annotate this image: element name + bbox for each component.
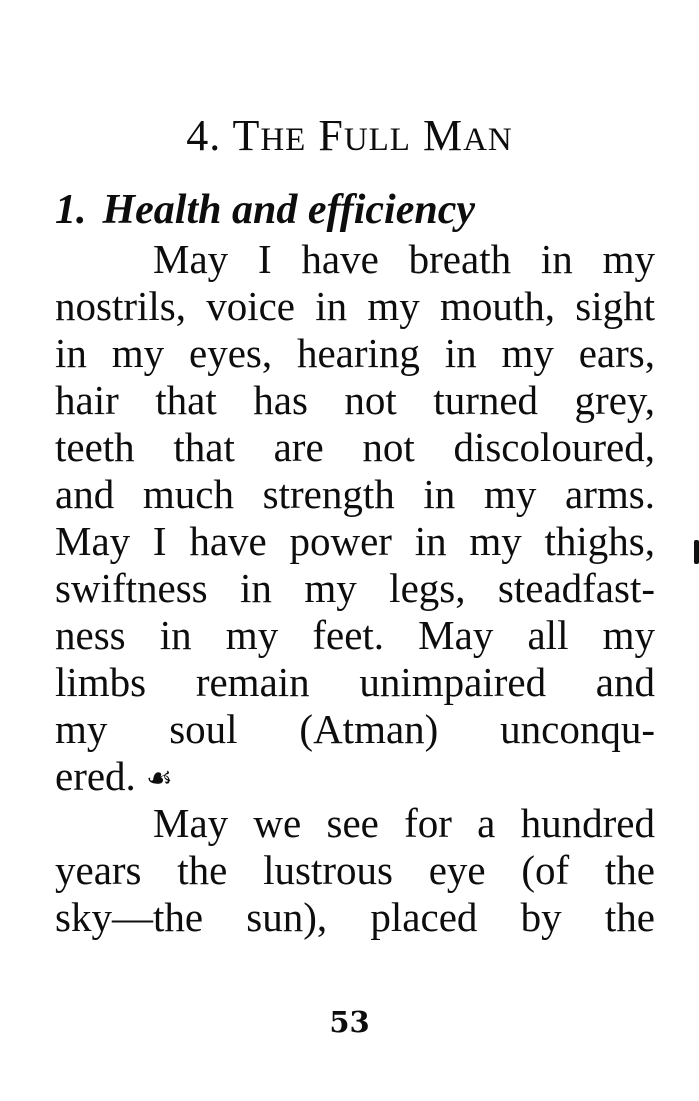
text-line: sky—the sun), placed by the bbox=[55, 894, 655, 940]
text-line: limbs remain unimpaired and bbox=[55, 659, 655, 705]
chapter-title-initial: T bbox=[232, 111, 261, 160]
text-line: May we see for a hundred bbox=[153, 800, 655, 846]
text-line: my soul (Atman) unconqu- bbox=[55, 706, 655, 752]
text-line: May I have power in my thighs, bbox=[55, 518, 655, 564]
page-number: 53 bbox=[329, 1005, 370, 1039]
chapter-title-smallcaps: AN bbox=[463, 122, 513, 158]
text-line: nostrils, voice in my mouth, sight bbox=[55, 283, 655, 329]
text-line: ness in my feet. May all my bbox=[55, 612, 655, 658]
text-line: swiftness in my legs, steadfast- bbox=[55, 565, 655, 611]
chapter-title-smallcaps: HE bbox=[260, 122, 307, 158]
section-number: 1. bbox=[55, 187, 87, 233]
text-line: years the lustrous eye (of the bbox=[55, 847, 655, 893]
chapter-title-initial: M bbox=[422, 111, 464, 160]
paragraph-end-text: ered. bbox=[55, 753, 136, 799]
section-title: Health and efficiency bbox=[102, 187, 475, 233]
chapter-title bbox=[0, 108, 699, 168]
text-line: May I have breath in my bbox=[153, 236, 655, 282]
page-edge-mark bbox=[694, 540, 699, 564]
chapter-number: 4. bbox=[186, 111, 222, 160]
chapter-title-smallcaps: ULL bbox=[343, 122, 411, 158]
text-line: hair that has not turned grey, bbox=[55, 377, 655, 423]
text-line: in my eyes, hearing in my ears, bbox=[55, 330, 655, 376]
text-line: teeth that are not discoloured, bbox=[55, 424, 655, 470]
text-line: and much strength in my arms. bbox=[55, 471, 655, 517]
section-heading bbox=[55, 182, 475, 238]
text-line-last bbox=[55, 753, 655, 800]
chapter-title-initial: F bbox=[318, 111, 344, 160]
fleuron-ornament-icon: ☙ bbox=[145, 762, 173, 795]
body-text bbox=[55, 236, 655, 941]
